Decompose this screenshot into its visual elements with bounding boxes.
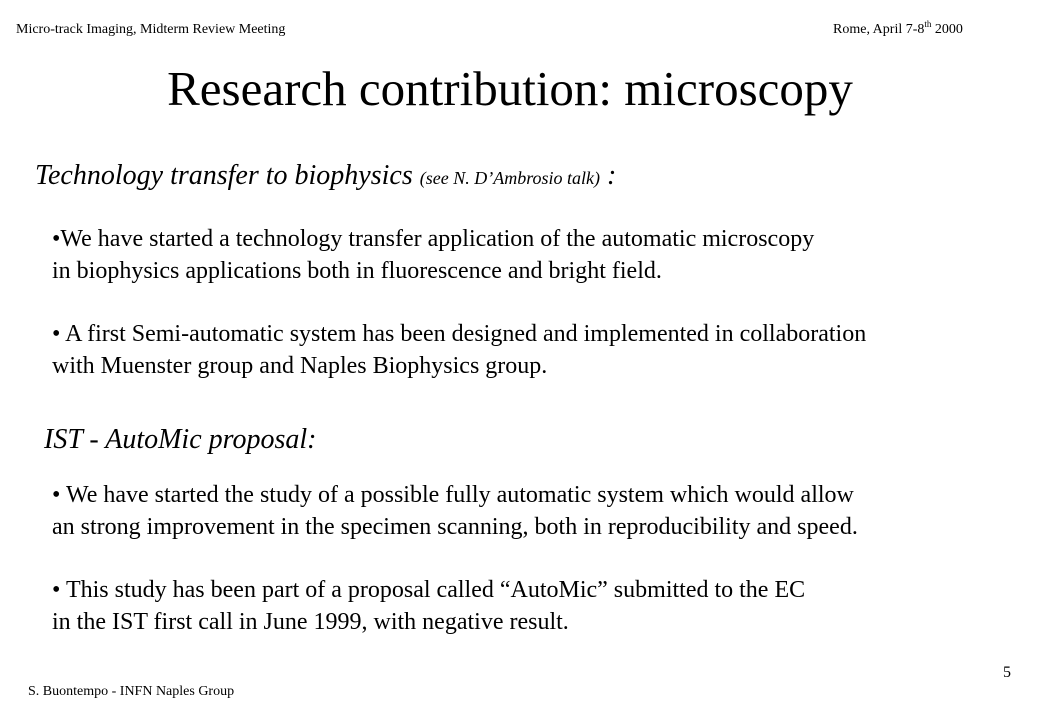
header-meeting-title: Micro-track Imaging, Midterm Review Meeting xyxy=(16,22,286,37)
section-heading-colon: : xyxy=(607,160,617,191)
header-date xyxy=(833,19,963,38)
paragraph-line: • We have started the study of a possible fully automatic system which would allow xyxy=(52,482,854,508)
header-date-prefix: Rome, April 7-8 xyxy=(833,22,925,37)
bullet-paragraph xyxy=(52,574,805,638)
paragraph-line: with Muenster group and Naples Biophysics group. xyxy=(52,353,548,379)
bullet-paragraph xyxy=(52,479,858,543)
section-heading-note: (see N. D’Ambrosio talk) xyxy=(419,168,601,188)
bullet-paragraph xyxy=(52,223,814,287)
section-heading-technology-transfer xyxy=(35,160,616,192)
header-date-suffix: 2000 xyxy=(931,22,963,37)
header-date-superscript: th xyxy=(924,19,932,29)
paragraph-line: an strong improvement in the specimen scanning, both in reproducibility and speed. xyxy=(52,514,858,540)
section-heading-automic-proposal: IST - AutoMic proposal: xyxy=(44,424,317,455)
paragraph-line: in the IST first call in June 1999, with negative result. xyxy=(52,609,569,635)
page-number: 5 xyxy=(1003,664,1011,681)
paragraph-line: •We have started a technology transfer application of the automatic microscopy xyxy=(52,226,815,252)
footer-author: S. Buontempo - INFN Naples Group xyxy=(28,684,235,699)
slide-title: Research contribution: microscopy xyxy=(167,61,853,116)
bullet-paragraph xyxy=(52,318,866,382)
section-heading-text: Technology transfer to biophysics xyxy=(35,160,413,191)
paragraph-line: • A first Semi-automatic system has been designed and implemented in collaboration xyxy=(52,321,867,347)
paragraph-line: in biophysics applications both in fluorescence and bright field. xyxy=(52,258,662,284)
paragraph-line: • This study has been part of a proposal called “AutoMic” submitted to the EC xyxy=(52,577,806,603)
